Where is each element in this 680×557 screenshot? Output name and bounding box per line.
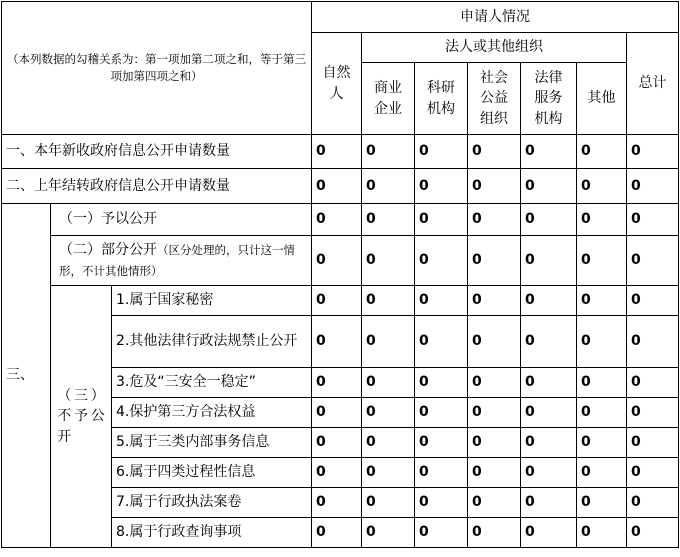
value-cell: 0: [577, 488, 627, 518]
value-cell: 0: [468, 286, 521, 316]
value-cell: 0: [415, 368, 468, 398]
value-cell: 0: [312, 169, 362, 204]
value-cell: 0: [627, 368, 679, 398]
value-cell: 0: [577, 316, 627, 368]
value-cell: 0: [362, 169, 415, 204]
value-cell: 0: [577, 458, 627, 488]
value-cell: 0: [362, 458, 415, 488]
value-cell: 0: [521, 316, 577, 368]
header-legal-org-group: 法人或其他组织: [362, 33, 627, 63]
header-commercial: [362, 63, 415, 135]
value-cell: 0: [627, 169, 679, 204]
value-cell: 0: [627, 428, 679, 458]
value-cell: 0: [577, 518, 627, 548]
header-research-text: 科研机构: [427, 80, 455, 117]
value-cell: 0: [521, 428, 577, 458]
value-cell: 0: [415, 428, 468, 458]
value-cell: 0: [362, 204, 415, 236]
deny-reason-label: 2.其他法律行政法规禁止公开: [112, 316, 312, 368]
value-cell: 0: [312, 286, 362, 316]
value-cell: 0: [415, 488, 468, 518]
header-natural-person: [312, 33, 362, 135]
value-cell: 0: [362, 428, 415, 458]
value-cell: 0: [577, 368, 627, 398]
value-cell: 0: [468, 428, 521, 458]
value-cell: 0: [577, 236, 627, 286]
value-cell: 0: [521, 398, 577, 428]
deny-reason-label: 8.属于行政查询事项: [112, 518, 312, 548]
value-cell: 0: [468, 458, 521, 488]
value-cell: 0: [521, 488, 577, 518]
deny-reason-label: 6.属于四类过程性信息: [112, 458, 312, 488]
deny-reason-label: 4.保护第三方合法权益: [112, 398, 312, 428]
deny-reason-label: 5.属于三类内部事务信息: [112, 428, 312, 458]
value-cell: 0: [415, 286, 468, 316]
value-cell: 0: [468, 398, 521, 428]
value-cell: 0: [468, 316, 521, 368]
header-other: 其他: [577, 63, 627, 135]
value-cell: 0: [468, 488, 521, 518]
value-cell: 0: [521, 236, 577, 286]
value-cell: 0: [468, 169, 521, 204]
value-cell: 0: [521, 135, 577, 169]
value-cell: 0: [468, 236, 521, 286]
deny-reason-label: 3.危及“三安全一稳定”: [112, 368, 312, 398]
value-cell: 0: [627, 204, 679, 236]
header-note: （本列数据的勾稽关系为：第一项加第二项之和，等于第三项加第四项之和）: [2, 2, 312, 135]
value-cell: 0: [627, 488, 679, 518]
value-cell: 0: [521, 458, 577, 488]
header-natural-person-text: 自然人: [322, 65, 351, 102]
value-cell: 0: [627, 398, 679, 428]
sub-partial-disclosure-label: [51, 236, 312, 286]
value-cell: 0: [627, 286, 679, 316]
value-cell: 0: [312, 135, 362, 169]
value-cell: 0: [312, 368, 362, 398]
value-cell: 0: [521, 204, 577, 236]
value-cell: 0: [415, 135, 468, 169]
section-three-label: 三、: [2, 204, 51, 548]
value-cell: 0: [627, 518, 679, 548]
value-cell: 0: [577, 286, 627, 316]
value-cell: 0: [312, 458, 362, 488]
sub-disclosed-label: （一）予以公开: [51, 204, 312, 236]
value-cell: 0: [627, 236, 679, 286]
sub-not-disclosed-label: [51, 286, 112, 548]
sub-partial-disclosure-title: （二）部分公开: [59, 242, 157, 259]
value-cell: 0: [312, 204, 362, 236]
value-cell: 0: [577, 204, 627, 236]
header-legal-service-text: 法律服务机构: [534, 70, 563, 127]
value-cell: 0: [362, 286, 415, 316]
value-cell: 0: [627, 135, 679, 169]
value-cell: 0: [362, 368, 415, 398]
value-cell: 0: [577, 135, 627, 169]
value-cell: 0: [362, 135, 415, 169]
value-cell: 0: [468, 368, 521, 398]
value-cell: 0: [415, 204, 468, 236]
value-cell: 0: [627, 316, 679, 368]
value-cell: 0: [362, 316, 415, 368]
value-cell: 0: [468, 518, 521, 548]
row-new-applications-label: 一、本年新收政府信息公开申请数量: [2, 135, 312, 169]
deny-reason-label: 7.属于行政执法案卷: [112, 488, 312, 518]
value-cell: 0: [312, 316, 362, 368]
value-cell: 0: [312, 518, 362, 548]
deny-reason-label: 1.属于国家秘密: [112, 286, 312, 316]
header-research: [415, 63, 468, 135]
value-cell: 0: [362, 236, 415, 286]
gov-info-disclosure-table: [1, 1, 679, 548]
value-cell: 0: [415, 169, 468, 204]
value-cell: 0: [312, 488, 362, 518]
header-legal-service: [521, 63, 577, 135]
value-cell: 0: [415, 316, 468, 368]
value-cell: 0: [627, 458, 679, 488]
value-cell: 0: [312, 428, 362, 458]
value-cell: 0: [468, 135, 521, 169]
value-cell: 0: [577, 398, 627, 428]
header-social-welfare-text: 社会公益组织: [480, 70, 508, 127]
value-cell: 0: [521, 169, 577, 204]
value-cell: 0: [362, 398, 415, 428]
value-cell: 0: [521, 518, 577, 548]
header-applicant-situation: 申请人情况: [312, 2, 679, 33]
sub-partial-disclosure-note: （区分处理的，只计这一情形，不计其他情形）: [59, 243, 295, 278]
value-cell: 0: [468, 204, 521, 236]
value-cell: 0: [415, 458, 468, 488]
value-cell: 0: [362, 518, 415, 548]
sub-not-disclosed-text: （三）不予公开: [57, 388, 105, 445]
value-cell: 0: [312, 398, 362, 428]
value-cell: 0: [415, 236, 468, 286]
value-cell: 0: [521, 368, 577, 398]
value-cell: 0: [577, 428, 627, 458]
header-total: 总计: [627, 33, 679, 135]
value-cell: 0: [312, 236, 362, 286]
row-carried-over-label: 二、上年结转政府信息公开申请数量: [2, 169, 312, 204]
value-cell: 0: [521, 286, 577, 316]
value-cell: 0: [577, 169, 627, 204]
header-social-welfare: [468, 63, 521, 135]
header-commercial-text: 商业企业: [374, 80, 402, 117]
value-cell: 0: [362, 488, 415, 518]
value-cell: 0: [415, 398, 468, 428]
value-cell: 0: [415, 518, 468, 548]
